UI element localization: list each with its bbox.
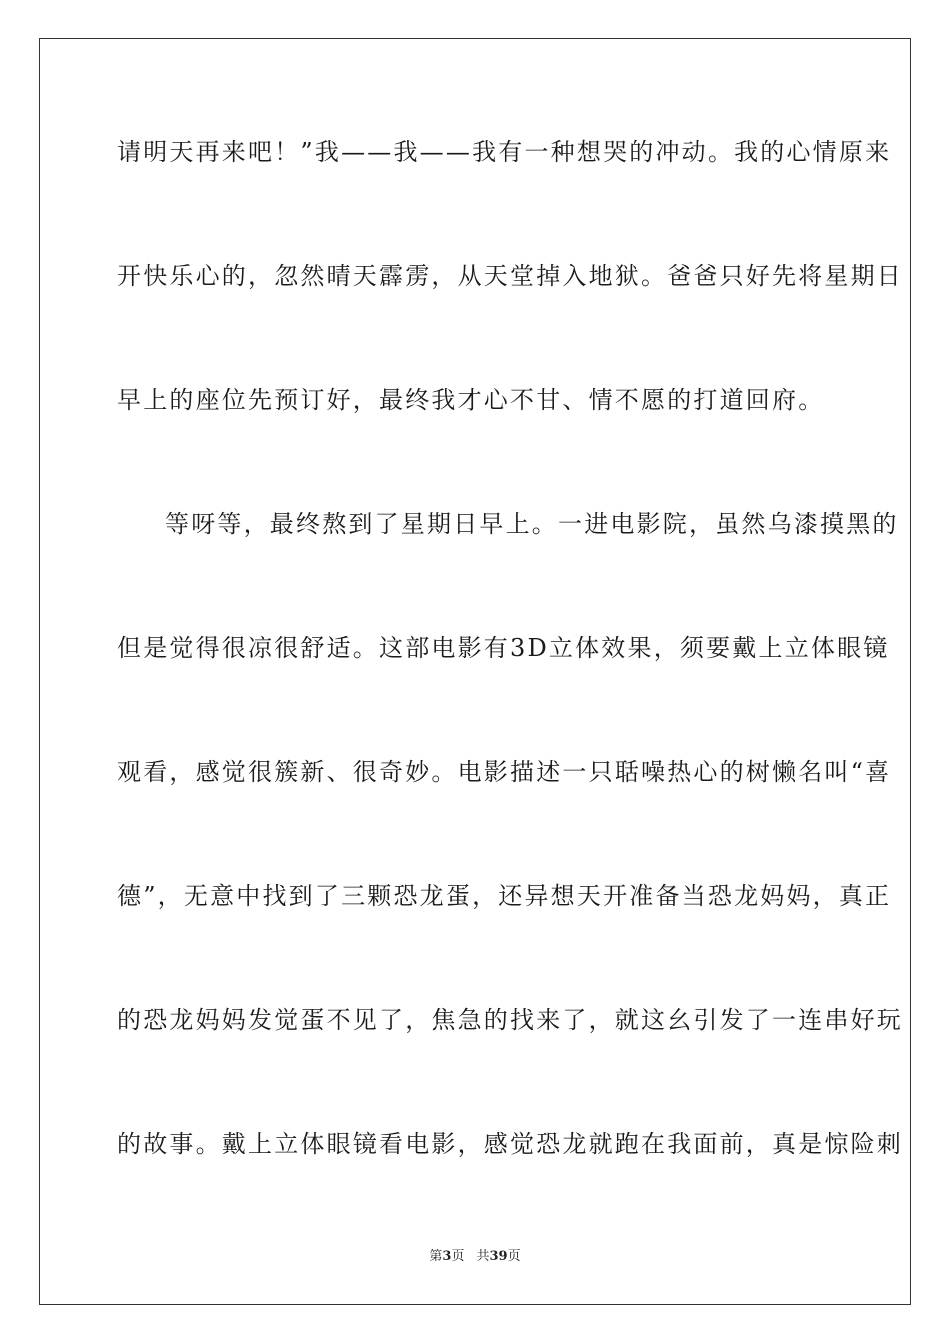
page-number: 3 bbox=[442, 1249, 452, 1264]
total-prefix: 共 bbox=[476, 1249, 490, 1264]
paragraph-line: 但是觉得很凉很舒适。这部电影有3D立体效果，须要戴上立体眼镜 bbox=[117, 634, 890, 662]
paragraph-line-indented: 等呀等，最终熬到了星期日早上。一进电影院，虽然乌漆摸黑的 bbox=[165, 510, 899, 538]
page-prefix: 第 bbox=[429, 1249, 443, 1264]
paragraph-line: 的故事。戴上立体眼镜看电影，感觉恐龙就跑在我面前，真是惊险刺 bbox=[117, 1130, 903, 1158]
paragraph-line: 早上的座位先预订好，最终我才心不甘、情不愿的打道回府。 bbox=[117, 386, 825, 414]
page-border bbox=[39, 38, 911, 1305]
paragraph-line: 德”，无意中找到了三颗恐龙蛋，还异想天开准备当恐龙妈妈，真正 bbox=[117, 882, 892, 910]
paragraph-line: 观看，感觉很簇新、很奇妙。电影描述一只聒噪热心的树懒名叫“喜 bbox=[117, 758, 892, 786]
paragraph-line: 的恐龙妈妈发觉蛋不见了，焦急的找来了，就这幺引发了一连串好玩 bbox=[117, 1006, 903, 1034]
page-footer bbox=[0, 1249, 950, 1265]
page-suffix: 页 bbox=[451, 1249, 465, 1264]
paragraph-line: 开快乐心的，忽然晴天霹雳，从天堂掉入地狱。爸爸只好先将星期日 bbox=[117, 262, 903, 290]
total-suffix: 页 bbox=[507, 1249, 521, 1264]
paragraph-line: 请明天再来吧！”我——我——我有一种想哭的冲动。我的心情原来 bbox=[117, 138, 892, 166]
total-pages: 39 bbox=[489, 1249, 508, 1264]
